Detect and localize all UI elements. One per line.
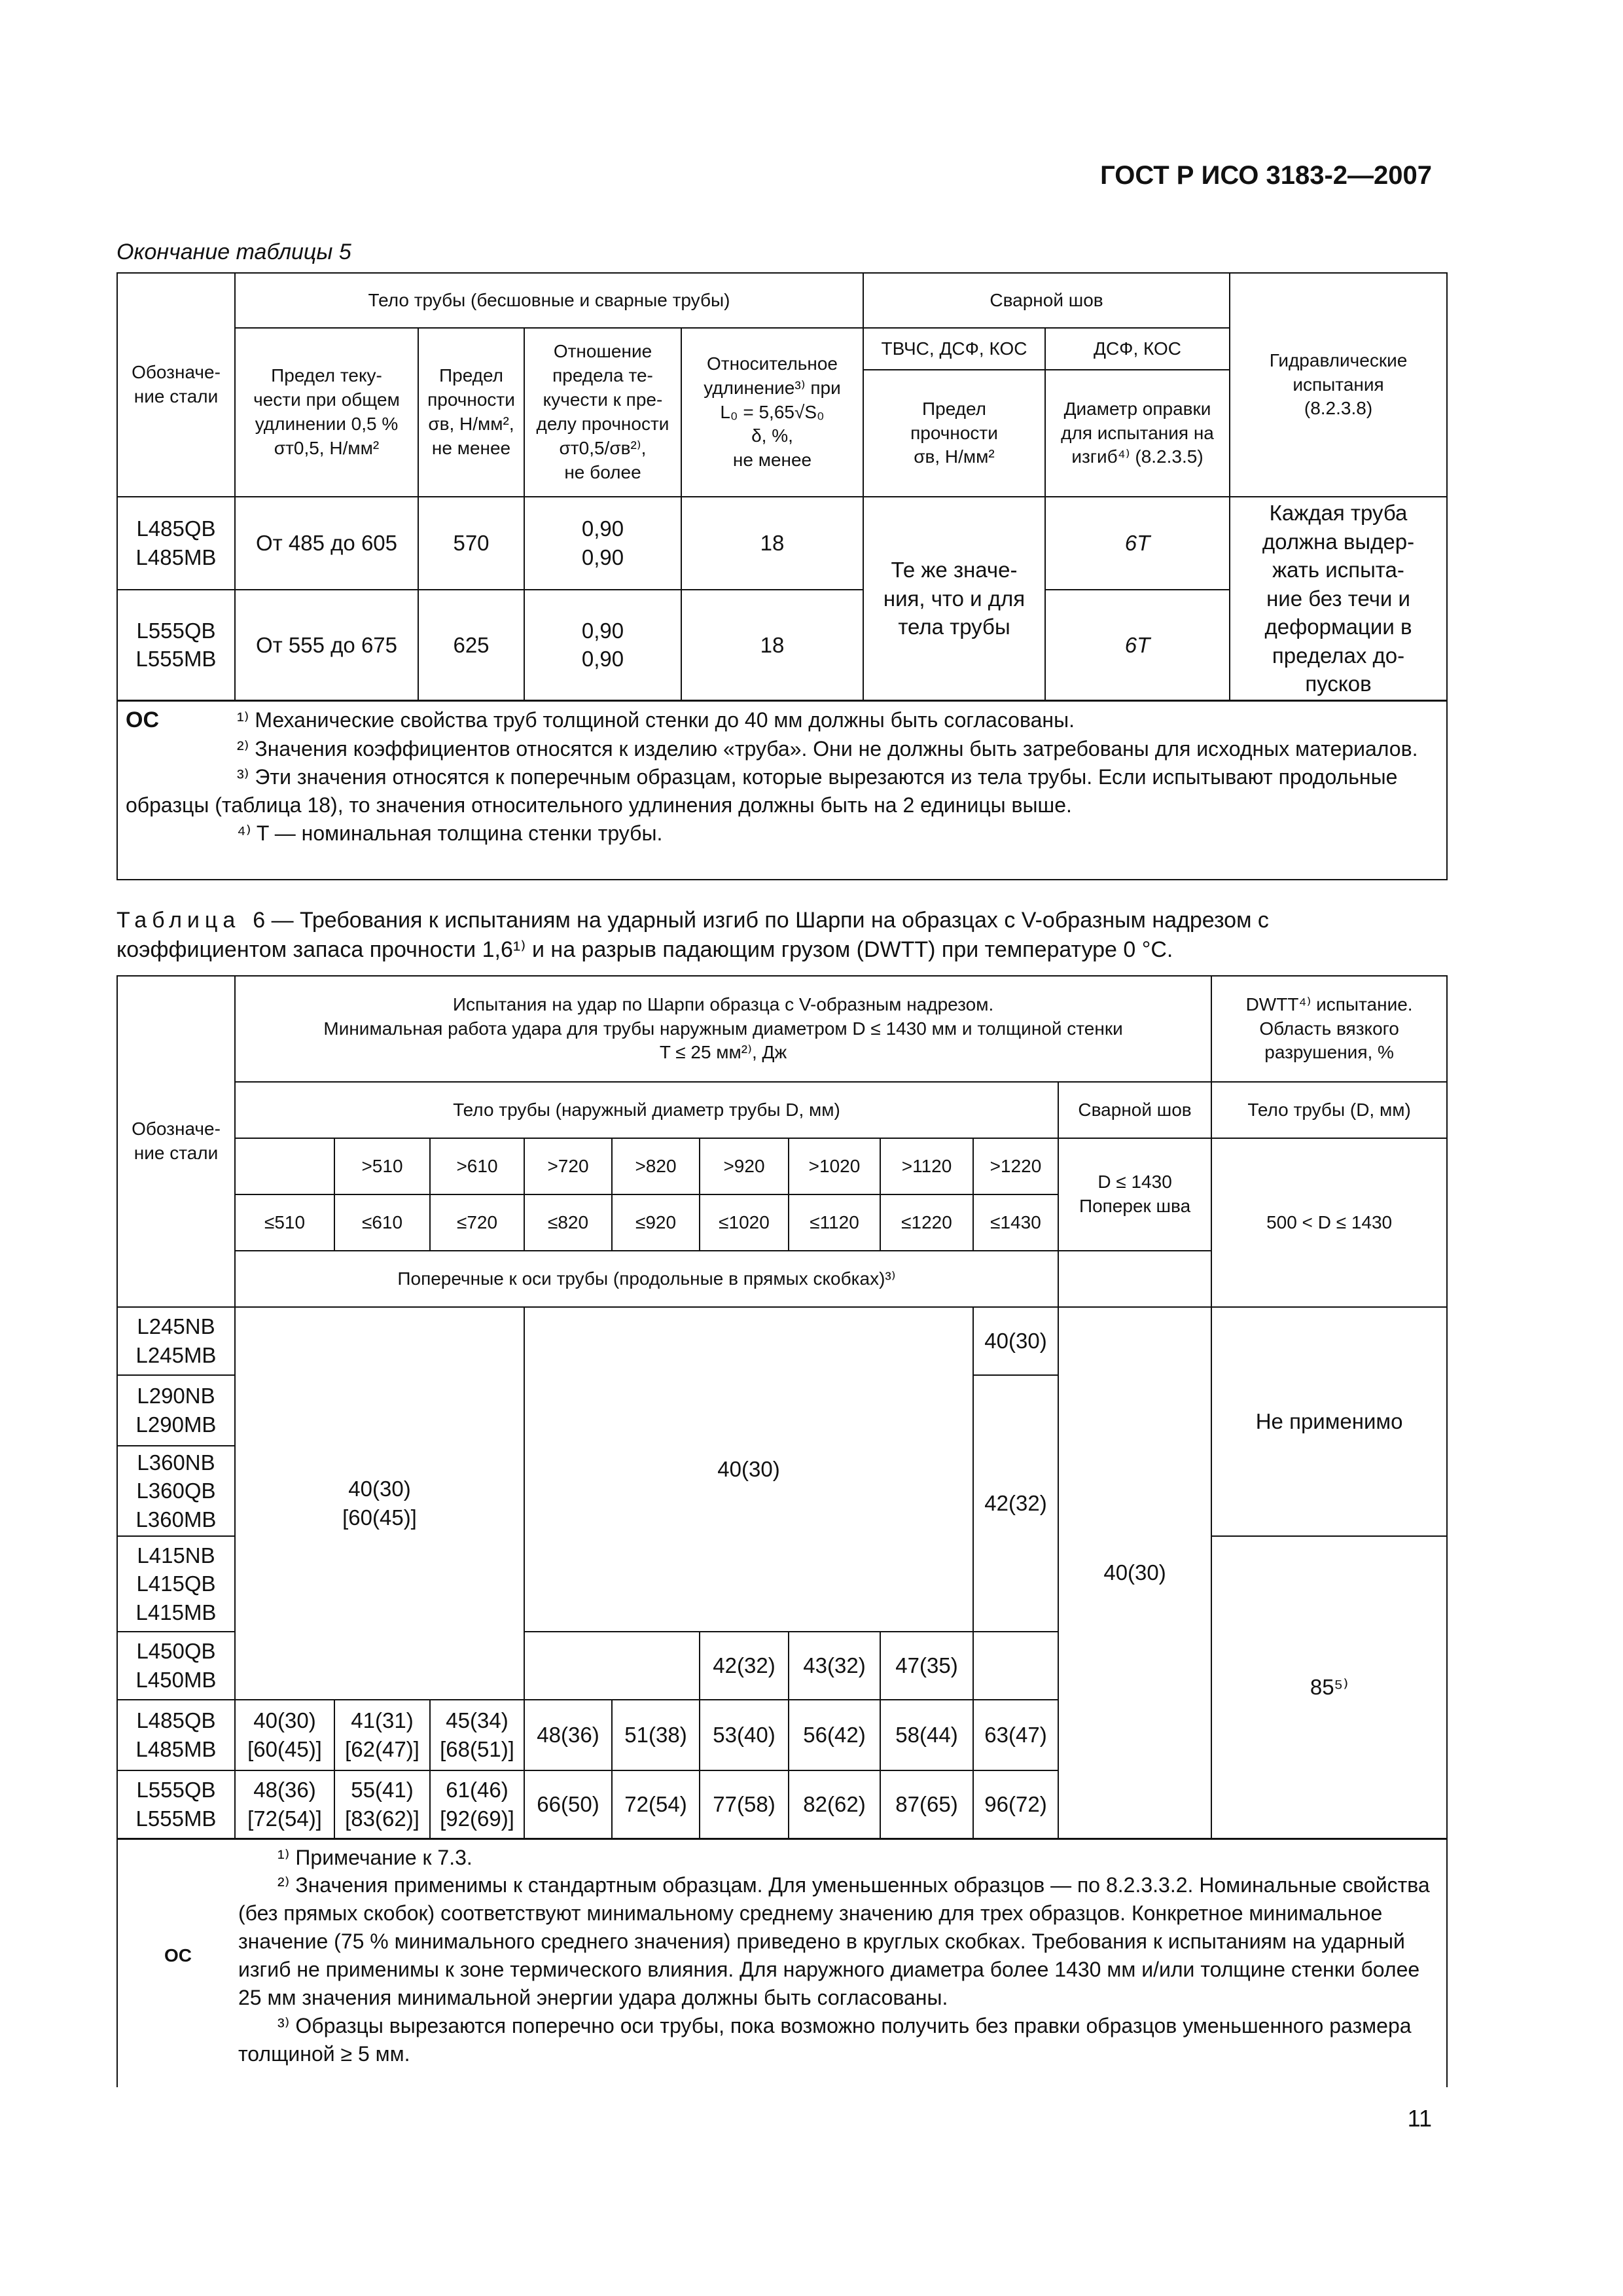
t6-row-grade: L485QB L485MB (117, 1700, 235, 1770)
t6-cell-value: 87(65) (880, 1770, 973, 1839)
table5 (116, 272, 1448, 880)
t6-header-body: Тело трубы (наружный диаметр трубы D, мм) (235, 1082, 1058, 1138)
t6-dia-upper: ≤820 (524, 1194, 612, 1251)
t5-row-ratio: 0,90 0,90 (524, 590, 681, 700)
t5-header-weld-method2: ДСФ, КОС (1045, 328, 1230, 370)
t6-dia-lower: >920 (700, 1138, 789, 1194)
t6-dwtt-range: 500 < D ≤ 1430 (1211, 1138, 1447, 1307)
t6-cell-value: 72(54) (612, 1770, 700, 1839)
table6 (116, 975, 1448, 2087)
t6-cell-value: 40(30) [60(45)] (235, 1700, 334, 1770)
t5-weld-same-as-body: Те же значе- ния, что и для тела трубы (863, 497, 1045, 700)
t6-dia-upper: ≤920 (612, 1194, 700, 1251)
t6-cell-value: 63(47) (973, 1700, 1058, 1770)
t6-dia-upper: ≤510 (235, 1194, 334, 1251)
t5-footnotes (117, 700, 1447, 880)
t6-dia-lower: >1020 (789, 1138, 880, 1194)
t6-cell-value: 55(41) [83(62)] (334, 1770, 430, 1839)
t6-header-charpy: Испытания на удар по Шарпи образца с V-образным надрезом. Минимальная работа удара для трубы наружным диаметром D ≤ 1430 мм и толщиной стенки T ≤ 25 мм²⁾, Дж (235, 976, 1211, 1082)
t5-header-weld: Сварной шов (863, 273, 1230, 328)
t5-row-mandrel: 6T (1045, 497, 1230, 590)
t6-cell-value: 48(36) (524, 1700, 612, 1770)
table6-caption-text: 6 — Требования к испытаниям на ударный изгиб по Шарпи на образцах с V-образным надрезом с коэффициентом запаса прочности 1,6¹⁾ и на разрыв падающим грузом (DWTT) при температуре 0 °С. (116, 908, 1269, 962)
t6-row-grade: L245NB L245MB (117, 1307, 235, 1375)
t6-cell-value: 43(32) (789, 1632, 880, 1700)
t5-header-yield: Предел теку- чести при общем удлинении 0,5 % σт0,5, Н/мм² (235, 328, 418, 497)
t6-cell-value: 61(46) [92(69)] (430, 1770, 524, 1839)
t6-dia-lower: >610 (430, 1138, 524, 1194)
t6-cell-value: 77(58) (700, 1770, 789, 1839)
t6-cell-value: 41(31) [62(47)] (334, 1700, 430, 1770)
t5-row-grade: L485QB L485MB (117, 497, 235, 590)
t6-cell-value: 51(38) (612, 1700, 700, 1770)
t6-cell-value: 42(32) (700, 1632, 789, 1700)
t6-cell-value: 40(30) (973, 1307, 1058, 1375)
t6-dia-lower (235, 1138, 334, 1194)
t6-dia-lower: >720 (524, 1138, 612, 1194)
t6-dia-upper: ≤720 (430, 1194, 524, 1251)
t6-dia-upper: ≤610 (334, 1194, 430, 1251)
t5-note-2: ²⁾ Значения коэффициентов относятся к изделию «труба». Они не должны быть затребованы для исходных материалов. (237, 737, 1418, 761)
t6-cell-value: 82(62) (789, 1770, 880, 1839)
t5-note-3: ³⁾ Эти значения относятся к поперечным образцам, которые вырезаются из тела трубы. Если испытывают продольные образцы (таблица 18), то значения относительного удлинения должны быть на 2 единицы выше. (126, 765, 1398, 817)
t5-row-elongation: 18 (681, 497, 863, 590)
t6-cell-value: 47(35) (880, 1632, 973, 1700)
t6-row-grade: L450QB L450MB (117, 1632, 235, 1700)
t5-row-mandrel: 6T (1045, 590, 1230, 700)
document-header: ГОСТ Р ИСО 3183-2—2007 (1100, 161, 1432, 190)
t5-header-weld-tensile: Предел прочности σв, Н/мм² (863, 370, 1045, 497)
t6-cell-value: 48(36) [72(54)] (235, 1770, 334, 1839)
t6-cell-value: 66(50) (524, 1770, 612, 1839)
t6-note-3: ³⁾ Образцы вырезаются поперечно оси трубы, пока возможно получить без правки образцов уменьшенного размера толщиной ≥ 5 мм. (238, 2013, 1412, 2066)
t6-cell-value: 42(32) (973, 1375, 1058, 1632)
t5-header-elongation: Относительное удлинение³⁾ при L₀ = 5,65√S₀ δ, %, не менее (681, 328, 863, 497)
t5-note-1: ¹⁾ Механические свойства труб толщиной стенки до 40 мм должны быть согласованы. (237, 708, 1075, 732)
t6-transverse-note: Поперечные к оси трубы (продольные в прямых скобках)³⁾ (235, 1251, 1058, 1307)
t6-row-grade: L360NB L360QB L360MB (117, 1446, 235, 1536)
t6-dia-lower: >1120 (880, 1138, 973, 1194)
t5-row-ratio: 0,90 0,90 (524, 497, 681, 590)
t6-note-2: ²⁾ Значения применимы к стандартным образцам. Для уменьшенных образцов — по 8.2.3.3.2. Номинальные свойства (без прямых скобок) соответствуют минимальному среднему значению для трех образцов. Конкретное минимальное значение (75 % минимального среднего значения) приведено в круглых скобках. Требования к испытаниям на ударный изгиб не применимы к зоне термического влияния. Для наружного диаметра более 1430 мм и/или толщине стенки более 25 мм значения минимальной энергии удара должны быть согласованы. (238, 1873, 1430, 2009)
t6-empty-cell (524, 1632, 700, 1700)
t6-dia-lower: >510 (334, 1138, 430, 1194)
t5-header-grade: Обозначе- ние стали (117, 273, 235, 497)
table5-caption: Окончание таблицы 5 (116, 240, 351, 264)
t6-header-weld: Сварной шов (1058, 1082, 1211, 1138)
t6-header-body-d: Тело трубы (D, мм) (1211, 1082, 1447, 1138)
t6-footnote-layout (118, 1844, 1438, 2068)
t6-oc-label: ОС (164, 1945, 192, 1965)
t6-not-applicable: Не применимо (1211, 1307, 1447, 1536)
t6-dia-upper: ≤1220 (880, 1194, 973, 1251)
t6-empty-cell (1058, 1251, 1211, 1307)
t5-header-body: Тело трубы (бесшовные и сварные трубы) (235, 273, 863, 328)
t5-note-4: ⁴⁾ T — номинальная толщина стенки трубы. (237, 821, 663, 845)
table6-caption-label: Таблица (116, 908, 241, 933)
t6-row-grade: L555QB L555MB (117, 1770, 235, 1839)
t6-row-grade: L290NB L290MB (117, 1375, 235, 1446)
t5-row-tensile: 570 (418, 497, 524, 590)
t5-header-weld-method1: ТВЧС, ДСФ, КОС (863, 328, 1045, 370)
page-number: 11 (1407, 2105, 1432, 2132)
t6-notes-body (238, 1844, 1438, 2068)
t6-block-middle: 40(30) (524, 1307, 973, 1632)
t6-dia-lower: >1220 (973, 1138, 1058, 1194)
t6-dia-upper: ≤1120 (789, 1194, 880, 1251)
t5-header-ratio: Отношение предела те- кучести к пре- делу прочности σт0,5/σв²⁾, не более (524, 328, 681, 497)
t6-dia-upper: ≤1020 (700, 1194, 789, 1251)
t6-dia-lower: >820 (612, 1138, 700, 1194)
t5-header-mandrel: Диаметр оправки для испытания на изгиб⁴⁾ (8.2.3.5) (1045, 370, 1230, 497)
t6-header-grade: Обозначе- ние стали (117, 976, 235, 1307)
t6-weld-value: 40(30) (1058, 1307, 1211, 1839)
t6-cell-value: 56(42) (789, 1700, 880, 1770)
t6-note-1: ¹⁾ Примечание к 7.3. (277, 1845, 473, 1869)
t6-header-dwtt: DWTT⁴⁾ испытание. Область вязкого разрушения, % (1211, 976, 1447, 1082)
t5-header-hydro: Гидравлические испытания (8.2.3.8) (1230, 273, 1447, 497)
t6-block-left: 40(30) [60(45)] (235, 1307, 524, 1700)
t6-cell-value: 96(72) (973, 1770, 1058, 1839)
t5-row-yield: От 555 до 675 (235, 590, 418, 700)
t6-cell-value: 53(40) (700, 1700, 789, 1770)
t6-row-grade: L415NB L415QB L415MB (117, 1536, 235, 1632)
t5-row-grade: L555QB L555MB (117, 590, 235, 700)
t5-row-yield: От 485 до 605 (235, 497, 418, 590)
t5-row-elongation: 18 (681, 590, 863, 700)
table6-caption (116, 906, 1445, 965)
t6-dwtt-value: 85⁵⁾ (1211, 1536, 1447, 1839)
t5-hydro-requirement: Каждая труба должна выдер- жать испыта- ние без течи и деформации в пределах до- пусков (1230, 497, 1447, 700)
t6-dia-upper: ≤1430 (973, 1194, 1058, 1251)
t6-footnotes (117, 1839, 1447, 2087)
t6-cell-value: 58(44) (880, 1700, 973, 1770)
t6-cell-value: 45(34) [68(51)] (430, 1700, 524, 1770)
t5-oc-label: ОС (126, 707, 159, 732)
t5-row-tensile: 625 (418, 590, 524, 700)
t5-header-tensile: Предел прочности σв, Н/мм², не менее (418, 328, 524, 497)
t6-weld-range: D ≤ 1430 Поперек шва (1058, 1138, 1211, 1251)
